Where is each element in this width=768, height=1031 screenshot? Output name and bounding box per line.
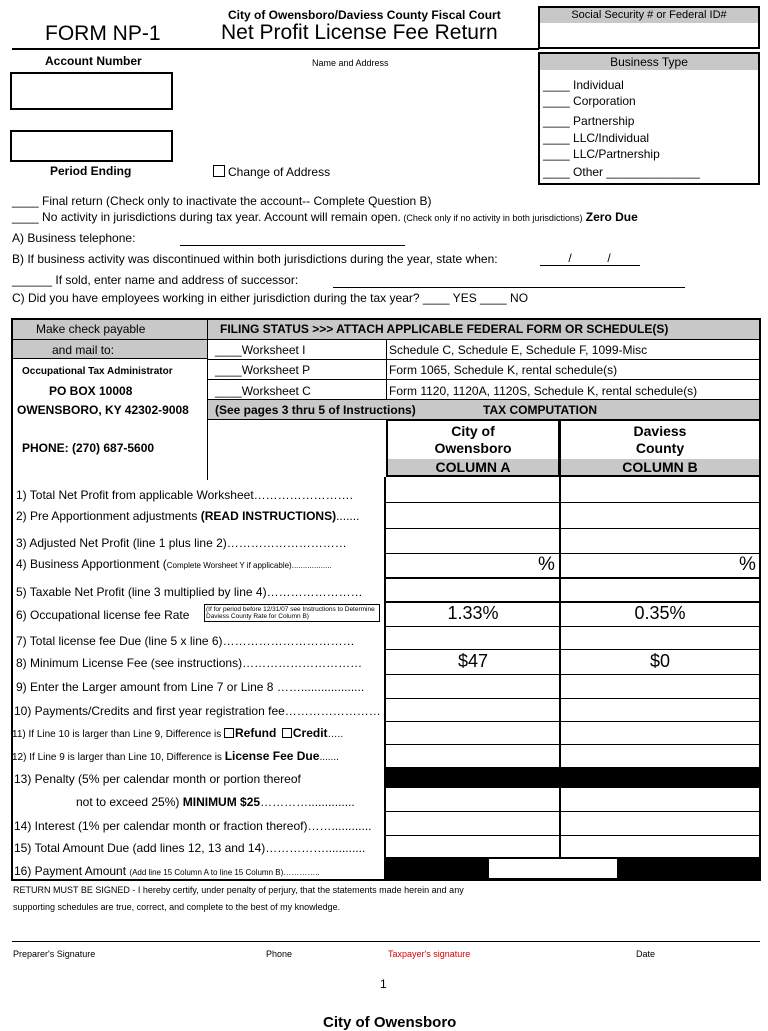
- line-14-label: 14) Interest (1% per calendar month or fraction thereof)……............: [14, 819, 372, 833]
- line-10-label: 10) Payments/Credits and first year registration fee……………………: [14, 704, 381, 718]
- line-8-min-a: $47: [457, 651, 489, 671]
- business-type-other[interactable]: ____ Other ______________: [543, 165, 700, 179]
- form-id: FORM NP-1: [45, 22, 161, 45]
- line-15-label: 15) Total Amount Due (add lines 12, 13 and 14)……………............: [14, 841, 366, 855]
- column-a-label: COLUMN A: [388, 459, 558, 475]
- line-4-pct-a[interactable]: %: [538, 554, 555, 575]
- see-pages-note: (See pages 3 thru 5 of Instructions): [215, 403, 416, 417]
- date-label: Date: [636, 949, 656, 959]
- page-number: 1: [380, 977, 387, 991]
- business-type-llc-partnership[interactable]: ____ LLC/Partnership: [543, 147, 660, 161]
- account-number-label: Account Number: [45, 54, 142, 68]
- line-11-label: 11) If Line 10 is larger than Line 9, Difference is Refund Credit…..: [12, 726, 344, 740]
- signature-line[interactable]: [12, 941, 760, 942]
- line-4-label: 4) Business Apportionment (Complete Worsheet Y if applicable)..................: [16, 557, 332, 571]
- business-type-llc-individual[interactable]: ____ LLC/Individual: [543, 131, 650, 145]
- line-1-col-a[interactable]: [388, 479, 558, 501]
- certification-line-1: RETURN MUST BE SIGNED - I hereby certify, under penalty of perjury, that the statements made herein and any: [13, 885, 464, 895]
- discontinued-date-field[interactable]: / /: [540, 251, 640, 266]
- business-type-corporation[interactable]: ____ Corporation: [543, 94, 636, 108]
- line-16-label: 16) Payment Amount (Add line 15 Column A to line 15 Column B)…………..: [14, 864, 320, 878]
- line-8-min-b: $0: [649, 651, 671, 671]
- schedule-p: Form 1065, Schedule K, rental schedule(s): [389, 363, 618, 377]
- mail-po-box: PO BOX 10008: [49, 384, 133, 398]
- change-of-address-label: Change of Address: [228, 165, 331, 179]
- preparer-signature-label: Preparer's Signature: [13, 949, 96, 959]
- schedule-c: Form 1120, 1120A, 1120S, Schedule K, rental schedule(s): [389, 384, 698, 398]
- tax-computation-label: TAX COMPUTATION: [483, 403, 597, 417]
- line-7-label: 7) Total license fee Due (line 5 x line 6)……………………………: [16, 634, 355, 648]
- line-6-rate-b: 0.35%: [634, 603, 686, 623]
- period-ending-label: Period Ending: [50, 164, 132, 178]
- business-telephone-label: A) Business telephone:: [12, 231, 136, 245]
- column-b-name: Daviess County: [633, 423, 687, 456]
- line-6-note: (If for period before 12/31/07 see Instructions to Determine Daviess County Rate for Column B): [204, 604, 380, 622]
- line-8-label: 8) Minimum License Fee (see instructions)…………………………: [16, 656, 363, 670]
- credit-checkbox[interactable]: [282, 728, 292, 738]
- change-of-address-checkbox[interactable]: [213, 165, 225, 177]
- no-activity-line[interactable]: ____ No activity in jurisdictions during tax year. Account will remain open. (Check only if no activity in both jurisdictions) Zero Due: [12, 210, 638, 224]
- worksheet-c[interactable]: ____Worksheet C: [215, 384, 311, 398]
- discontinued-question: B) If business activity was discontinued within both jurisdictions during the year, state when:: [12, 252, 498, 266]
- court-name: City of Owensboro/Daviess County Fiscal Court: [228, 8, 501, 22]
- line-13b-label: not to exceed 25%) MINIMUM $25…………..............: [76, 795, 355, 809]
- line-2-label: 2) Pre Apportionment adjustments (READ INSTRUCTIONS).......: [16, 509, 360, 523]
- column-b-label: COLUMN B: [561, 459, 759, 475]
- successor-question: ______ If sold, enter name and address of successor:: [12, 273, 299, 287]
- line-13-label: 13) Penalty (5% per calendar month or portion thereof: [14, 772, 301, 786]
- line-4-pct-b[interactable]: %: [739, 554, 756, 575]
- period-ending-field[interactable]: [10, 130, 173, 162]
- ssn-label: Social Security # or Federal ID#: [540, 8, 758, 23]
- line-6-rate-a: 1.33%: [447, 603, 499, 623]
- form-title: Net Profit License Fee Return: [221, 21, 498, 44]
- employees-question[interactable]: C) Did you have employees working in either jurisdiction during the tax year? ____ YES ____ NO: [12, 291, 529, 305]
- phone-label: Phone: [266, 949, 293, 959]
- column-a-name: City of Owensboro: [434, 423, 512, 456]
- penalty-black-bar: [386, 767, 761, 788]
- filing-status-header: FILING STATUS >>> ATTACH APPLICABLE FEDERAL FORM OR SCHEDULE(S): [208, 320, 759, 339]
- name-address-label: Name and Address: [312, 58, 389, 68]
- payment-amount-field[interactable]: [489, 859, 617, 878]
- business-type-label: Business Type: [540, 54, 758, 70]
- refund-checkbox[interactable]: [224, 728, 234, 738]
- next-page-heading: City of Owensboro: [323, 1014, 457, 1031]
- line-3-label: 3) Adjusted Net Profit (line 1 plus line 2)…………………………: [16, 536, 347, 550]
- certification-line-2: supporting schedules are true, correct, and complete to the best of my knowledge.: [13, 902, 341, 912]
- business-type-partnership[interactable]: ____ Partnership: [543, 114, 635, 128]
- successor-field[interactable]: [333, 287, 685, 288]
- worksheet-p[interactable]: ____Worksheet P: [215, 363, 311, 377]
- mail-city: OWENSBORO, KY 42302-9008: [17, 403, 189, 417]
- mail-admin: Occupational Tax Administrator: [22, 366, 173, 377]
- make-check-label: Make check payable: [36, 322, 146, 336]
- business-type-individual[interactable]: ____ Individual: [543, 78, 624, 92]
- and-mail-label: and mail to:: [52, 343, 115, 357]
- line-1-label: 1) Total Net Profit from applicable Worksheet…………………….: [16, 488, 354, 502]
- line-1-col-b[interactable]: [562, 479, 759, 501]
- line-9-label: 9) Enter the Larger amount from Line 7 or Line 8 ……...................: [16, 680, 365, 694]
- schedule-i: Schedule C, Schedule E, Schedule F, 1099-Misc: [389, 343, 648, 357]
- line-12-label: 12) If Line 9 is larger than Line 10, Difference is License Fee Due.......: [12, 749, 339, 763]
- line-6-label: 6) Occupational license fee Rate: [16, 608, 190, 622]
- header-rule: [12, 48, 539, 50]
- final-return-line[interactable]: ____ Final return (Check only to inactivate the account-- Complete Question B): [12, 194, 432, 208]
- change-of-address[interactable]: [213, 165, 330, 179]
- account-number-field[interactable]: [10, 72, 173, 110]
- mail-phone: PHONE: (270) 687-5600: [22, 441, 155, 455]
- line-5-label: 5) Taxable Net Profit (line 3 multiplied by line 4)……………………: [16, 585, 363, 599]
- worksheet-i[interactable]: ____Worksheet I: [215, 343, 306, 357]
- taxpayer-signature-label: Taxpayer's signature: [388, 949, 471, 959]
- business-telephone-field[interactable]: [180, 245, 405, 246]
